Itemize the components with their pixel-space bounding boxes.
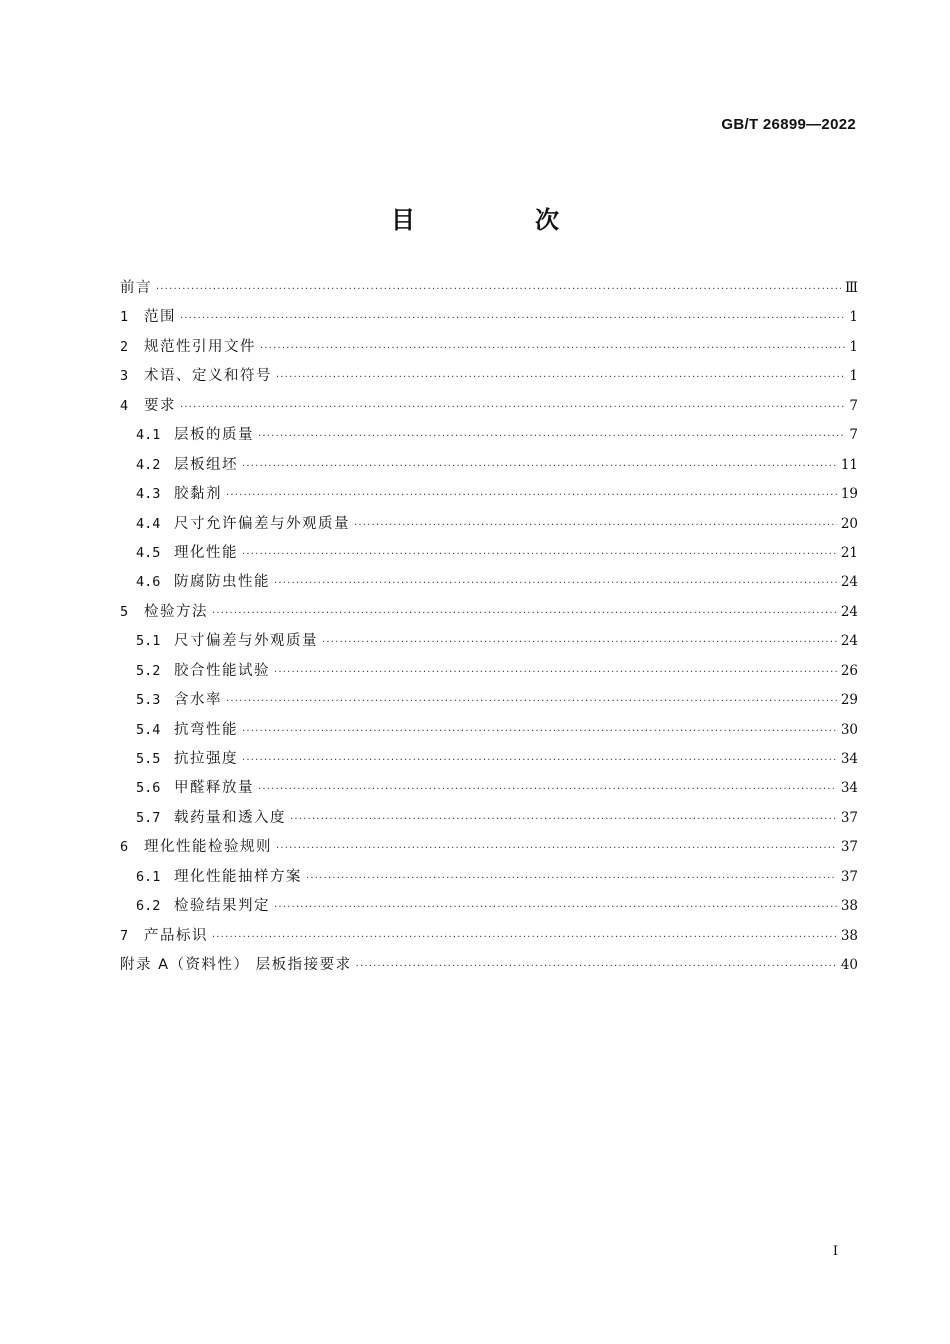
toc-entry[interactable] <box>120 423 858 452</box>
toc-entry-number: 4.2 <box>136 456 161 473</box>
toc-entry-number: 3 <box>120 368 129 385</box>
toc-entry-page: 29 <box>840 692 858 709</box>
toc-entry-title: 载药量和透入度 <box>174 809 286 826</box>
toc-leader-dots <box>242 755 837 766</box>
toc-leader-dots <box>180 313 845 324</box>
toc-entry-title: 产品标识 <box>144 927 208 944</box>
toc-entry-page: 1 <box>849 338 858 355</box>
toc-entry-page: Ⅲ <box>844 280 858 296</box>
toc-leader-dots <box>276 843 837 854</box>
toc-entry[interactable] <box>120 512 858 541</box>
toc-leader-dots <box>242 461 837 472</box>
toc-entry-number: 4.5 <box>136 544 161 561</box>
toc-entry-number: 7 <box>120 927 129 944</box>
toc-entry-title: 附录 A（资料性） 层板指接要求 <box>120 957 352 974</box>
toc-entry[interactable] <box>120 629 858 658</box>
toc-entry-number: 5.7 <box>136 809 161 826</box>
toc-leader-dots <box>258 431 845 442</box>
toc-entry[interactable] <box>120 806 858 835</box>
toc-leader-dots <box>306 873 837 884</box>
toc-entry[interactable] <box>120 453 858 482</box>
toc-entry-page: 24 <box>840 574 858 591</box>
toc-entry-page: 34 <box>840 780 858 797</box>
toc-entry-title: 检验结果判定 <box>174 898 270 915</box>
toc-entry-page: 37 <box>840 809 858 826</box>
toc-entry-page: 1 <box>849 309 858 326</box>
toc-leader-dots <box>354 520 837 531</box>
toc-entry-number: 5 <box>120 603 129 620</box>
toc-entry-number: 5.3 <box>136 692 161 709</box>
toc-entry-page: 38 <box>840 927 858 944</box>
toc-entry-number: 5.1 <box>136 633 161 650</box>
toc-entry-page: 37 <box>840 868 858 885</box>
toc-entry-title: 术语、定义和符号 <box>144 368 272 385</box>
toc-entry-title: 规范性引用文件 <box>144 338 256 355</box>
toc-entry-title: 胶合性能试验 <box>174 662 270 679</box>
toc-entry-number: 5.4 <box>136 721 161 738</box>
toc-entry-number: 5.5 <box>136 751 161 767</box>
toc-entry-number: 6.2 <box>136 898 161 915</box>
toc-entry-number: 5.2 <box>136 662 161 679</box>
toc-entry[interactable] <box>120 659 858 688</box>
toc-leader-dots <box>322 637 837 648</box>
toc-leader-dots <box>290 814 837 825</box>
toc-leader-dots <box>212 932 837 943</box>
toc-leader-dots <box>258 784 837 795</box>
toc-leader-dots <box>274 667 837 678</box>
toc-entry-title: 前言 <box>120 280 152 296</box>
toc-leader-dots <box>242 726 837 737</box>
toc-entry[interactable] <box>120 600 858 629</box>
toc-entry-page: 7 <box>849 427 858 444</box>
toc-entry-title: 防腐防虫性能 <box>174 574 270 591</box>
toc-entry-title: 尺寸允许偏差与外观质量 <box>174 515 350 532</box>
toc-leader-dots <box>226 696 837 707</box>
toc-entry[interactable] <box>120 865 858 894</box>
toc-leader-dots <box>274 902 837 913</box>
toc-entry-number: 4.3 <box>136 486 161 503</box>
toc-entry-page: 19 <box>840 486 858 503</box>
toc-entry-title: 胶黏剂 <box>174 486 222 503</box>
toc-entry[interactable] <box>120 894 858 923</box>
toc-entry-page: 30 <box>840 721 858 738</box>
toc-entry-title: 抗拉强度 <box>174 751 238 767</box>
toc-entry-title: 理化性能抽样方案 <box>174 868 302 885</box>
toc-entry[interactable] <box>120 364 858 393</box>
toc-entry-number: 1 <box>120 309 129 326</box>
toc-entry-title: 范围 <box>144 309 176 326</box>
toc-entry-title: 理化性能检验规则 <box>144 839 272 856</box>
toc-entry[interactable] <box>120 570 858 599</box>
toc-entry-title: 抗弯性能 <box>174 721 238 738</box>
toc-leader-dots <box>156 284 841 295</box>
toc-entry-number: 6.1 <box>136 868 161 885</box>
toc-entry-page: 26 <box>840 662 858 679</box>
toc-entry-page: 24 <box>840 603 858 620</box>
toc-entry[interactable] <box>120 688 858 717</box>
toc-entry-title: 尺寸偏差与外观质量 <box>174 633 318 650</box>
toc-entry-number: 5.6 <box>136 780 161 797</box>
toc-entry-title: 检验方法 <box>144 603 208 620</box>
toc-entry-page: 20 <box>840 515 858 532</box>
toc-entry[interactable] <box>120 776 858 805</box>
toc-leader-dots <box>356 961 837 972</box>
toc-leader-dots <box>212 608 837 619</box>
toc-entry-page: 24 <box>840 633 858 650</box>
toc-leader-dots <box>226 490 837 501</box>
toc-entry-page: 11 <box>840 456 858 473</box>
toc-leader-dots <box>274 578 837 589</box>
toc-entry[interactable] <box>120 276 858 305</box>
toc-entry[interactable] <box>120 305 858 334</box>
table-of-contents <box>120 276 858 983</box>
toc-entry[interactable] <box>120 541 858 570</box>
toc-entry-number: 4.6 <box>136 574 161 591</box>
toc-entry-page: 1 <box>849 368 858 385</box>
toc-entry-page: 7 <box>849 397 858 414</box>
toc-entry-title: 含水率 <box>174 692 222 709</box>
toc-entry[interactable] <box>120 482 858 511</box>
toc-entry[interactable] <box>120 335 858 364</box>
toc-entry[interactable] <box>120 718 858 747</box>
toc-entry-number: 2 <box>120 338 129 355</box>
toc-entry-number: 4.4 <box>136 515 161 532</box>
toc-entry-title: 要求 <box>144 397 176 414</box>
toc-entry-page: 21 <box>840 544 858 561</box>
toc-leader-dots <box>242 549 837 560</box>
toc-entry-title: 甲醛释放量 <box>174 780 254 797</box>
toc-entry-title: 理化性能 <box>174 544 238 561</box>
toc-entry-page: 37 <box>840 839 858 856</box>
page-number: I <box>832 1244 838 1259</box>
toc-entry-number: 4 <box>120 397 129 414</box>
toc-entry[interactable] <box>120 924 858 953</box>
toc-entry-page: 38 <box>840 898 858 915</box>
standard-code: GB/T 26899—2022 <box>721 116 856 133</box>
toc-leader-dots <box>276 372 845 383</box>
toc-leader-dots <box>260 343 845 354</box>
toc-entry-title: 层板组坯 <box>174 456 238 473</box>
toc-entry[interactable] <box>120 835 858 864</box>
toc-entry-number: 4.1 <box>136 427 161 444</box>
toc-entry-page: 34 <box>840 751 858 767</box>
toc-entry-number: 6 <box>120 839 129 856</box>
toc-leader-dots <box>180 402 845 413</box>
toc-entry[interactable] <box>120 953 858 982</box>
toc-entry-title: 层板的质量 <box>174 427 254 444</box>
toc-entry[interactable] <box>120 394 858 423</box>
toc-entry[interactable] <box>120 747 858 776</box>
toc-entry-page: 40 <box>840 957 858 974</box>
page-title: 目 次 <box>391 206 607 234</box>
